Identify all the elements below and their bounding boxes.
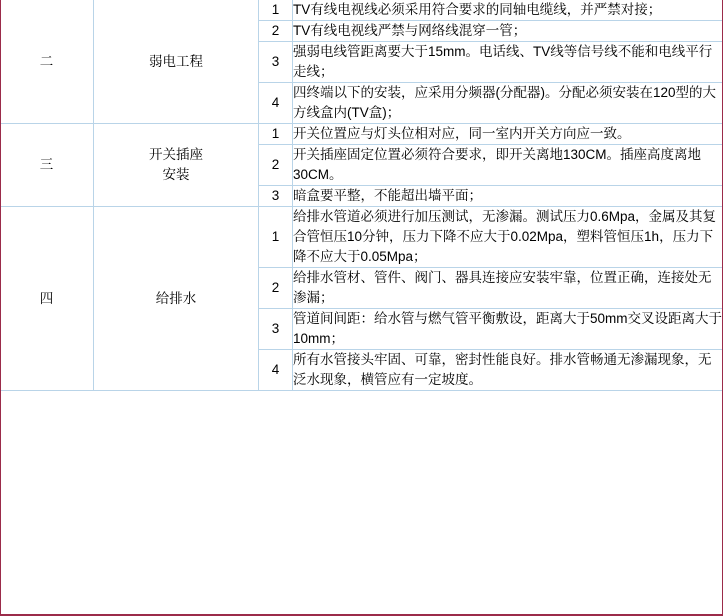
row-text: 给排水管材、管件、阀门、器具连接应安装牢靠，位置正确，连接处无渗漏； — [293, 268, 723, 309]
row-number: 3 — [259, 186, 293, 207]
table-row — [1, 0, 723, 21]
section-category-line2: 安装 — [162, 167, 190, 182]
table-row — [1, 124, 723, 145]
row-text: 暗盒要平整，不能超出墙平面； — [293, 186, 723, 207]
section-category: 弱电工程 — [94, 0, 259, 124]
section-label: 三 — [1, 124, 94, 207]
row-number: 3 — [259, 309, 293, 350]
row-text: 四终端以下的安装，应采用分频器(分配器)。分配必须安装在120型的大方线盒内(TV盒)； — [293, 83, 723, 124]
section-label: 四 — [1, 207, 94, 391]
row-number: 1 — [259, 0, 293, 21]
table-row — [1, 207, 723, 268]
section-category-line1: 开关插座 — [149, 147, 203, 162]
section-category: 给排水 — [94, 207, 259, 391]
section-category — [94, 124, 259, 207]
row-number: 4 — [259, 350, 293, 391]
row-number: 4 — [259, 83, 293, 124]
row-text: 强弱电线管距离要大于15mm。电话线、TV线等信号线不能和电线平行走线； — [293, 42, 723, 83]
row-number: 1 — [259, 207, 293, 268]
row-number: 2 — [259, 268, 293, 309]
row-text: 给排水管道必须进行加压测试，无渗漏。测试压力0.6Mpa，金属及其复合管恒压10分钟，压力下降不应大于0.02Mpa，塑料管恒压1h，压力下降不应大于0.05Mpa； — [293, 207, 723, 268]
row-number: 2 — [259, 145, 293, 186]
row-text: TV有线电视线必须采用符合要求的同轴电缆线，并严禁对接； — [293, 0, 723, 21]
row-text: TV有线电视线严禁与网络线混穿一管； — [293, 21, 723, 42]
row-number: 2 — [259, 21, 293, 42]
row-text: 管道间间距：给水管与燃气管平衡敷设，距离大于50mm交叉设距离大于10mm； — [293, 309, 723, 350]
row-text: 所有水管接头牢固、可靠，密封性能良好。排水管畅通无渗漏现象，无泛水现象，横管应有一定坡度。 — [293, 350, 723, 391]
table-left-border — [0, 0, 1, 616]
row-text: 开关插座固定位置必须符合要求，即开关离地130CM。插座高度离地30CM。 — [293, 145, 723, 186]
row-number: 3 — [259, 42, 293, 83]
row-text: 开关位置应与灯头位相对应，同一室内开关方向应一致。 — [293, 124, 723, 145]
row-number: 1 — [259, 124, 293, 145]
section-label: 二 — [1, 0, 94, 124]
